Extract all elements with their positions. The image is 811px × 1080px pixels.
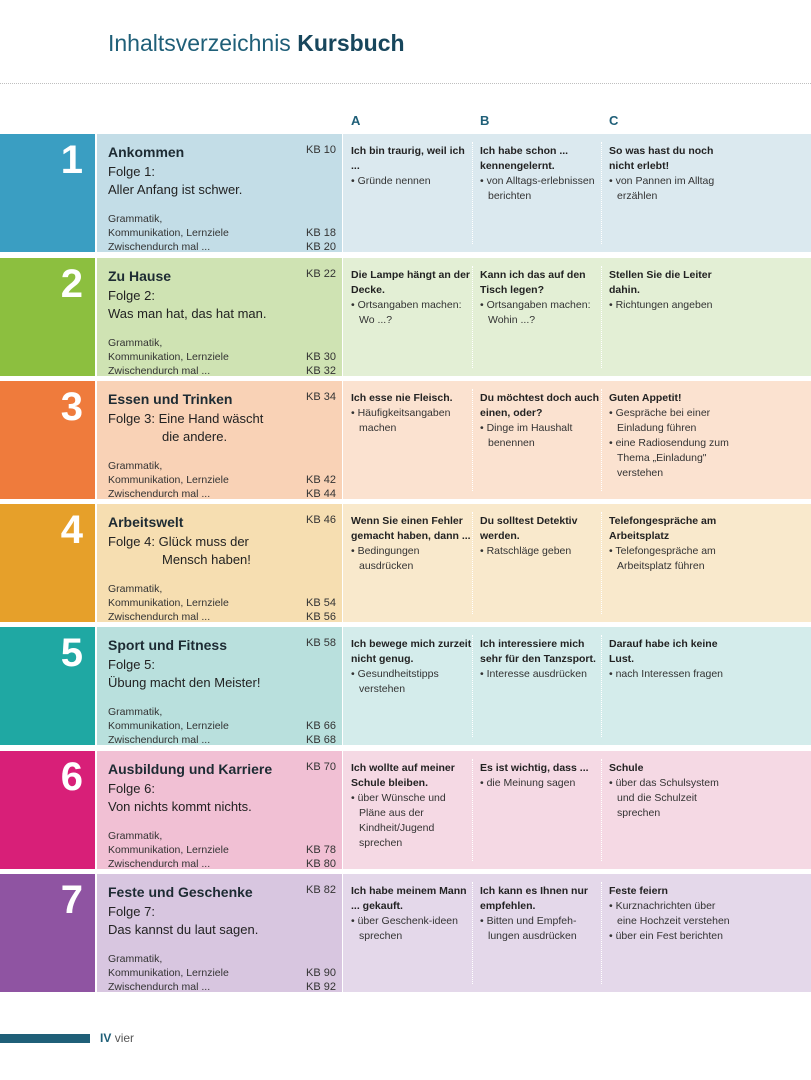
lesson-number-block (0, 627, 95, 745)
episode-line: Von nichts kommt nichts. (108, 799, 252, 814)
lesson-title: Essen und Trinken (108, 391, 233, 407)
lesson-row-7 (0, 874, 811, 992)
lesson-number-block (0, 258, 95, 376)
module-title: Es ist wichtig, dass ... (480, 762, 589, 774)
episode-line: Übung macht den Meister! (108, 675, 261, 690)
extras-line: Zwischendurch mal ... (108, 365, 211, 377)
extras-page: KB 80 (306, 858, 336, 870)
lesson-extras (108, 336, 229, 378)
module-goals (351, 298, 475, 328)
episode-line: Folge 4: Glück muss der (108, 534, 249, 549)
episode-line: Was man hat, das hat man. (108, 306, 267, 321)
column-divider (472, 266, 473, 368)
module-c (601, 627, 811, 745)
lesson-extras (108, 582, 229, 624)
module-goals (351, 914, 475, 944)
lesson-info (97, 258, 342, 376)
extras-pages (306, 596, 336, 624)
module-goals (351, 544, 475, 574)
module-title: Ich interessiere mich sehr für den Tanzsport. (480, 638, 596, 665)
lesson-number-block (0, 134, 95, 252)
module-c (601, 381, 811, 499)
module-goals (609, 406, 733, 481)
module-a (343, 504, 472, 622)
module-title: Die Lampe hängt an der Decke. (351, 269, 471, 296)
lesson-number-block (0, 751, 95, 869)
lesson-page: KB 34 (306, 391, 336, 403)
extras-page: KB 54 (306, 597, 336, 609)
extras-line: Grammatik, (108, 337, 163, 349)
episode-line: Mensch haben! (162, 552, 251, 567)
module-goal: • Ortsangaben machen: Wohin ...? (480, 298, 604, 328)
module-title: Feste feiern (609, 885, 668, 897)
extras-line: Zwischendurch mal ... (108, 611, 211, 623)
episode-line: Folge 6: (108, 781, 155, 796)
lesson-number: 2 (60, 262, 83, 306)
episode-line: Aller Anfang ist schwer. (108, 182, 243, 197)
column-divider (472, 759, 473, 861)
extras-line: Zwischendurch mal ... (108, 981, 211, 993)
module-goal: • über ein Fest berichten (609, 929, 733, 944)
column-header-a: A (351, 113, 361, 128)
page-title (108, 30, 405, 57)
lesson-title: Sport und Fitness (108, 637, 227, 653)
module-title: Darauf habe ich keine Lust. (609, 638, 718, 665)
module-goal: • Häufigkeitsangaben machen (351, 406, 475, 436)
column-divider (601, 389, 602, 491)
lesson-row-3 (0, 381, 811, 499)
column-divider (601, 266, 602, 368)
extras-page: KB 66 (306, 720, 336, 732)
extras-page: KB 92 (306, 981, 336, 993)
module-title: Ich bin traurig, weil ich ... (351, 145, 465, 172)
lesson-info (97, 134, 342, 252)
lesson-number-block (0, 874, 95, 992)
module-goal: • Richtungen angeben (609, 298, 733, 313)
extras-pages (306, 843, 336, 871)
lesson-extras (108, 829, 229, 871)
module-title: Telefongespräche am Arbeitsplatz (609, 515, 717, 542)
lesson-episode (108, 656, 260, 692)
column-header-b: B (480, 113, 490, 128)
lesson-row-1 (0, 134, 811, 252)
module-goal: • die Meinung sagen (480, 776, 604, 791)
module-c (601, 258, 811, 376)
module-goals (609, 776, 733, 821)
extras-line: Kommunikation, Lernziele (108, 720, 229, 732)
column-divider (472, 635, 473, 737)
episode-line: Folge 5: (108, 657, 155, 672)
module-a (343, 381, 472, 499)
module-goals (480, 421, 604, 451)
module-b (472, 751, 601, 869)
module-goal: • Dinge im Haushalt benennen (480, 421, 604, 451)
lesson-number: 3 (60, 385, 83, 429)
lesson-info (97, 627, 342, 745)
module-title: Ich esse nie Fleisch. (351, 392, 453, 404)
module-goals (480, 174, 604, 204)
module-goals (609, 174, 733, 204)
extras-line: Kommunikation, Lernziele (108, 351, 229, 363)
lesson-number-block (0, 504, 95, 622)
extras-page: KB 56 (306, 611, 336, 623)
module-c (601, 134, 811, 252)
column-divider (601, 882, 602, 984)
extras-line: Grammatik, (108, 830, 163, 842)
episode-line: Das kannst du laut sagen. (108, 922, 259, 937)
module-goal: • über das Schulsystem und die Schulzeit sprechen (609, 776, 733, 821)
module-a (343, 874, 472, 992)
extras-line: Grammatik, (108, 583, 163, 595)
lesson-episode (108, 163, 242, 199)
module-goal: • Interesse ausdrücken (480, 667, 604, 682)
module-title: Wenn Sie einen Fehler gemacht haben, dann ... (351, 515, 471, 542)
lesson-episode (108, 780, 252, 816)
module-title: Schule (609, 762, 644, 774)
episode-line: Folge 3: Eine Hand wäscht (108, 411, 264, 426)
lesson-page: KB 70 (306, 761, 336, 773)
module-c (601, 751, 811, 869)
lesson-episode (108, 903, 258, 939)
module-a (343, 258, 472, 376)
lesson-row-4 (0, 504, 811, 622)
extras-line: Kommunikation, Lernziele (108, 597, 229, 609)
module-title: Stellen Sie die Leiter dahin. (609, 269, 712, 296)
module-goals (609, 544, 733, 574)
module-b (472, 627, 601, 745)
extras-line: Zwischendurch mal ... (108, 734, 211, 746)
module-goals (609, 667, 733, 682)
module-goals (609, 298, 733, 313)
lesson-extras (108, 705, 229, 747)
episode-line: Folge 1: (108, 164, 155, 179)
lesson-page: KB 58 (306, 637, 336, 649)
episode-line: die andere. (162, 429, 228, 444)
extras-line: Kommunikation, Lernziele (108, 967, 229, 979)
lesson-number-block (0, 381, 95, 499)
module-b (472, 134, 601, 252)
lesson-info (97, 751, 342, 869)
lesson-episode (108, 287, 266, 323)
module-title: Du möchtest doch auch einen, oder? (480, 392, 600, 419)
extras-page: KB 42 (306, 474, 336, 486)
column-divider (472, 882, 473, 984)
module-a (343, 627, 472, 745)
lesson-number: 7 (60, 878, 83, 922)
extras-line: Kommunikation, Lernziele (108, 227, 229, 239)
module-title: Ich wollte auf meiner Schule bleiben. (351, 762, 455, 789)
extras-line: Zwischendurch mal ... (108, 858, 211, 870)
page-number-roman: IV (100, 1031, 112, 1045)
extras-pages (306, 966, 336, 994)
column-divider (601, 142, 602, 244)
lesson-row-5 (0, 627, 811, 745)
column-header-c: C (609, 113, 619, 128)
extras-pages (306, 719, 336, 747)
extras-pages (306, 350, 336, 378)
extras-line: Zwischendurch mal ... (108, 488, 211, 500)
module-goal: • über Wünsche und Pläne aus der Kindheit/Jugend sprechen (351, 791, 475, 851)
lesson-number: 1 (60, 138, 83, 182)
footer-bar (0, 1034, 90, 1043)
module-goals (351, 667, 475, 697)
module-goal: • Gespräche bei einer Einladung führen (609, 406, 733, 436)
extras-line: Kommunikation, Lernziele (108, 474, 229, 486)
column-divider (472, 142, 473, 244)
episode-line: Folge 2: (108, 288, 155, 303)
extras-line: Grammatik, (108, 953, 163, 965)
module-title: Du solltest Detektiv werden. (480, 515, 578, 542)
lesson-row-2 (0, 258, 811, 376)
module-goal: • Bitten und Empfeh-lungen ausdrücken (480, 914, 604, 944)
module-goals (480, 298, 604, 328)
extras-line: Grammatik, (108, 213, 163, 225)
module-goal: • Ratschläge geben (480, 544, 604, 559)
column-divider (601, 759, 602, 861)
lesson-row-6 (0, 751, 811, 869)
module-title: Kann ich das auf den Tisch legen? (480, 269, 586, 296)
extras-line: Zwischendurch mal ... (108, 241, 211, 253)
column-divider (601, 512, 602, 614)
lesson-number: 5 (60, 631, 83, 675)
module-goals (480, 544, 604, 559)
module-goal: • Ortsangaben machen: Wo ...? (351, 298, 475, 328)
module-b (472, 381, 601, 499)
lesson-title: Feste und Geschenke (108, 884, 253, 900)
lesson-episode (108, 410, 263, 446)
module-a (343, 134, 472, 252)
module-b (472, 258, 601, 376)
lesson-extras (108, 459, 229, 501)
extras-page: KB 20 (306, 241, 336, 253)
lesson-number: 4 (60, 508, 83, 552)
lesson-extras (108, 952, 229, 994)
extras-page: KB 68 (306, 734, 336, 746)
extras-line: Grammatik, (108, 706, 163, 718)
lesson-extras (108, 212, 229, 254)
module-goal: • Bedingungen ausdrücken (351, 544, 475, 574)
module-goal: • von Alltags-erlebnissen berichten (480, 174, 604, 204)
module-goal: • Gründe nennen (351, 174, 475, 189)
extras-line: Grammatik, (108, 460, 163, 472)
lesson-title: Arbeitswelt (108, 514, 184, 530)
lesson-title: Ausbildung und Karriere (108, 761, 273, 777)
lesson-page: KB 22 (306, 268, 336, 280)
module-title: Guten Appetit! (609, 392, 682, 404)
module-goals (351, 791, 475, 851)
extras-page: KB 78 (306, 844, 336, 856)
module-goals (609, 899, 733, 944)
extras-page: KB 44 (306, 488, 336, 500)
module-b (472, 874, 601, 992)
page-number (100, 1031, 134, 1045)
module-b (472, 504, 601, 622)
module-goals (480, 776, 604, 791)
lesson-page: KB 46 (306, 514, 336, 526)
lesson-info (97, 504, 342, 622)
module-goals (480, 667, 604, 682)
module-a (343, 751, 472, 869)
module-goal: • Telefongespräche am Arbeitsplatz führen (609, 544, 733, 574)
column-divider (601, 635, 602, 737)
title-light: Inhaltsverzeichnis (108, 30, 291, 56)
module-c (601, 874, 811, 992)
episode-line: Folge 7: (108, 904, 155, 919)
module-title: Ich kann es Ihnen nur empfehlen. (480, 885, 588, 912)
lesson-info (97, 874, 342, 992)
extras-pages (306, 226, 336, 254)
title-bold: Kursbuch (297, 30, 405, 56)
module-goals (480, 914, 604, 944)
lesson-page: KB 82 (306, 884, 336, 896)
page-number-word: vier (114, 1031, 135, 1045)
lesson-title: Zu Hause (108, 268, 172, 284)
extras-page: KB 90 (306, 967, 336, 979)
module-goal: • Gesundheitstipps verstehen (351, 667, 475, 697)
column-divider (472, 389, 473, 491)
module-title: Ich bewege mich zurzeit nicht genug. (351, 638, 472, 665)
lesson-title: Ankommen (108, 144, 185, 160)
lesson-episode (108, 533, 251, 569)
module-title: Ich habe meinem Mann ... gekauft. (351, 885, 467, 912)
extras-pages (306, 473, 336, 501)
module-c (601, 504, 811, 622)
module-goals (351, 406, 475, 436)
column-divider (472, 512, 473, 614)
module-goal: • nach Interessen fragen (609, 667, 733, 682)
module-goal: • über Geschenk-ideen sprechen (351, 914, 475, 944)
extras-page: KB 30 (306, 351, 336, 363)
module-title: Ich habe schon ... kennengelernt. (480, 145, 569, 172)
lesson-number: 6 (60, 755, 83, 799)
extras-page: KB 18 (306, 227, 336, 239)
extras-line: Kommunikation, Lernziele (108, 844, 229, 856)
module-title: So was hast du noch nicht erlebt! (609, 145, 714, 172)
extras-page: KB 32 (306, 365, 336, 377)
module-goals (351, 174, 475, 189)
lesson-info (97, 381, 342, 499)
module-goal: • von Pannen im Alltag erzählen (609, 174, 733, 204)
lesson-page: KB 10 (306, 144, 336, 156)
title-divider (0, 83, 811, 84)
module-goal: • Kurznachrichten über eine Hochzeit verstehen (609, 899, 733, 929)
module-goal: • eine Radiosendung zum Thema „Einladung" verstehen (609, 436, 733, 481)
